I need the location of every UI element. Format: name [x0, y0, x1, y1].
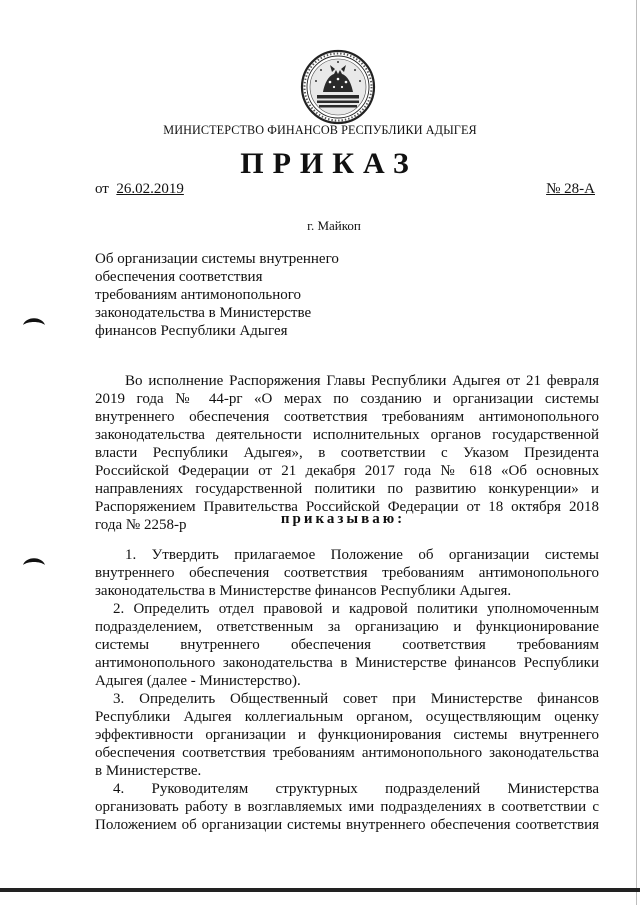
- subject-line: финансов Республики Адыгея: [95, 323, 288, 339]
- subject-line: Об организации системы внутреннего: [95, 251, 339, 267]
- order-items: [95, 546, 599, 834]
- text-line: Положением об организации системы внутреннего обеспечения соответствия: [95, 817, 599, 833]
- text-line: в Министерстве.: [95, 763, 202, 779]
- decree-word: приказываю:: [280, 511, 406, 527]
- text-line: системы внутреннего обеспечения соответствия требованиям: [95, 637, 599, 653]
- text-line: Российской Федерации от 21 декабря 2017 года № 618 «Об основных: [95, 463, 599, 479]
- subject-line: требованиям антимонопольного: [95, 287, 302, 303]
- text-line: направлениях государственной политики по развитию конкуренции» и: [95, 481, 599, 497]
- republic-of-adygea-emblem-icon: [299, 48, 377, 126]
- punch-hole-mark-icon: [22, 554, 46, 566]
- text-line: внутреннего обеспечения соответствия требованиям антимонопольного: [95, 565, 599, 581]
- text-line: 1. Утвердить прилагаемое Положение об организации системы: [125, 547, 599, 563]
- text-line: Распоряжением Правительства Российской Федерации от 18 октября 2018: [95, 499, 599, 515]
- text-line: подразделением, ответственным за организацию и функционирование: [95, 619, 599, 635]
- text-line: 3. Определить Общественный совет при Министерстве финансов: [113, 691, 599, 707]
- date-value: 26.02.2019: [116, 181, 184, 197]
- text-line: законодательства в Министерстве финансов Республики Адыгея.: [95, 583, 512, 599]
- subject-line: законодательства в Министерстве: [95, 305, 312, 321]
- text-line: Во исполнение Распоряжения Главы Республики Адыгея от 21 февраля: [125, 373, 599, 389]
- city: г. Майкоп: [307, 218, 361, 233]
- order-number: [546, 181, 595, 198]
- text-line: Адыгея (далее - Министерство).: [95, 673, 301, 689]
- text-line: внутреннего обеспечения соответствия требованиям антимонопольного: [95, 409, 599, 425]
- text-line: года № 2258-р: [95, 517, 187, 533]
- text-line: 2019 года № 44-рг «О мерах по созданию и организации системы: [95, 391, 599, 407]
- text-line: 4. Руководителям структурных подразделений Министерства: [113, 781, 599, 797]
- ministry-name: МИНИСТЕРСТВО ФИНАНСОВ РЕСПУБЛИКИ АДЫГЕЯ: [163, 123, 477, 137]
- text-line: организовать работу в возглавляемых ими подразделениях в соответствии с: [95, 799, 599, 815]
- scan-bottom-edge: [0, 888, 640, 892]
- order-date: [95, 181, 184, 198]
- document-title: ПРИКАЗ: [240, 147, 418, 180]
- text-line: 2. Определить отдел правовой и кадровой политики уполномоченным: [113, 601, 599, 617]
- preamble-paragraph: [95, 372, 599, 534]
- text-line: законодательства деятельности исполнительных органов государственной: [95, 427, 599, 443]
- text-line: антимонопольного законодательства в Министерстве финансов Республики: [95, 655, 599, 671]
- date-prefix: от: [95, 181, 109, 197]
- text-line: Республики Адыгея коллегиальным органом, осуществляющим оценку: [95, 709, 599, 725]
- number-value: № 28-А: [546, 181, 595, 197]
- text-line: власти Республики Адыгея», в соответствии с Указом Президента: [95, 445, 599, 461]
- text-line: эффективности организации и функционирования системы внутреннего: [95, 727, 599, 743]
- punch-hole-mark-icon: [22, 314, 46, 326]
- subject-line: обеспечения соответствия: [95, 269, 263, 285]
- text-line: обеспечения соответствия требованиям антимонопольного законодательства: [95, 745, 599, 761]
- document-subject: [95, 250, 395, 340]
